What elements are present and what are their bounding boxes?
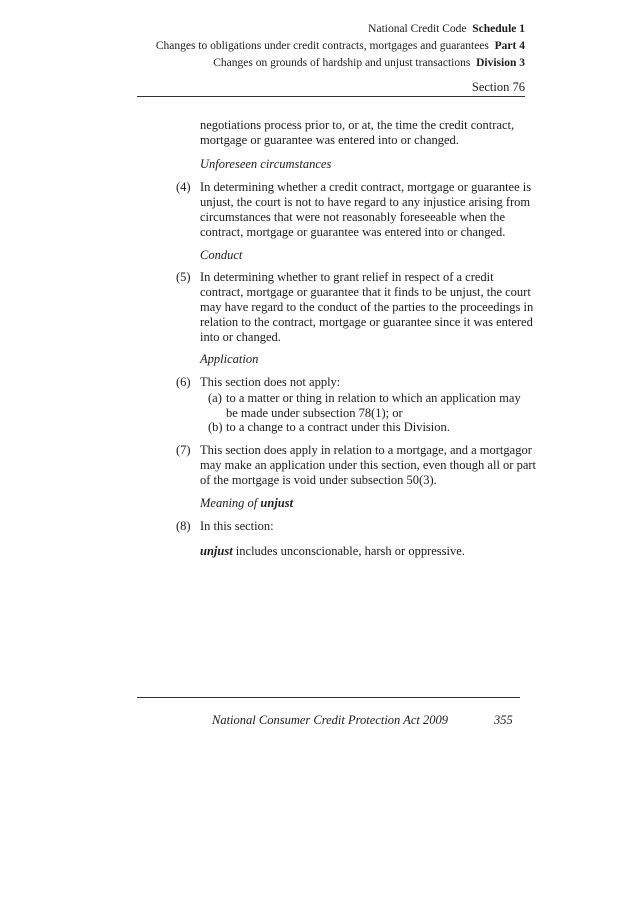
s4-line: circumstances that were not reasonably foreseeable when the — [200, 210, 506, 224]
paragraph-6a-label: (a) — [208, 391, 222, 405]
subsection-4-number: (4) — [176, 180, 191, 194]
s5-line: relation to the contract, mortgage or guarantee since it was entered — [200, 315, 533, 329]
s5-line: may have regard to the conduct of the parties to the proceedings in — [200, 300, 534, 314]
subsection-5-text — [200, 270, 534, 345]
definition-unjust — [200, 544, 525, 559]
s5-line: contract, mortgage or guarantee that it finds to be unjust, the court — [200, 285, 531, 299]
s6a-line: be made under subsection 78(1); or — [226, 406, 403, 420]
header-line-schedule — [368, 22, 525, 36]
heading-meaning-term: unjust — [260, 496, 294, 510]
s6a-line: to a matter or thing in relation to which an application may — [226, 391, 521, 405]
s5-line: In determining whether to grant relief in respect of a credit — [200, 270, 494, 284]
heading-conduct: Conduct — [200, 248, 243, 262]
s7-line: of the mortgage is void under subsection 50(3). — [200, 473, 437, 487]
s7-line: may make an application under this section, even though all or part — [200, 458, 537, 472]
subsection-6-text: This section does not apply: — [200, 375, 341, 389]
header-line-part — [156, 39, 525, 53]
intro-paragraph — [200, 118, 525, 148]
heading-application: Application — [200, 352, 259, 366]
paragraph-6b-text: to a change to a contract under this Division. — [226, 420, 450, 434]
heading-meaning-prefix: Meaning of — [200, 496, 261, 510]
definition-text: includes unconscionable, harsh or oppressive. — [232, 544, 465, 558]
s4-line: unjust, the court is not to have regard to any injustice arising from — [200, 195, 531, 209]
s4-line: contract, mortgage or guarantee was entered into or changed. — [200, 225, 506, 239]
header-schedule: Schedule 1 — [472, 23, 525, 35]
subsection-6-number: (6) — [176, 375, 191, 389]
page-number: 355 — [494, 713, 513, 727]
heading-unforeseen-circumstances: Unforeseen circumstances — [200, 157, 332, 171]
intro-line: negotiations process prior to, or at, the time the credit contract, — [200, 118, 515, 132]
subsection-4-text — [200, 180, 532, 240]
header-rule — [137, 96, 525, 97]
s5-line: into or changed. — [200, 330, 281, 344]
header-line-division — [213, 56, 525, 70]
header-part-title: Changes to obligations under credit contracts, mortgages and guarantees — [155, 40, 489, 52]
paragraph-6b-label: (b) — [208, 420, 223, 434]
header-code-name: National Credit Code — [368, 23, 467, 35]
s4-line: In determining whether a credit contract, mortgage or guarantee is — [200, 180, 532, 194]
header-division-title: Changes on grounds of hardship and unjust transactions — [213, 57, 471, 69]
subsection-7-text — [200, 443, 537, 488]
intro-line: mortgage or guarantee was entered into or changed. — [200, 133, 459, 147]
header-part: Part 4 — [494, 40, 525, 52]
defined-term: unjust — [200, 544, 233, 558]
footer-act-title: National Consumer Credit Protection Act 2009 — [212, 713, 448, 727]
subsection-7-number: (7) — [176, 443, 191, 457]
s7-line: This section does apply in relation to a mortgage, and a mortgagor — [200, 443, 532, 457]
subsection-5-number: (5) — [176, 270, 191, 284]
header-division: Division 3 — [476, 57, 525, 69]
heading-meaning-of-unjust — [200, 496, 293, 511]
subsection-8-text: In this section: — [200, 519, 274, 533]
subsection-8-number: (8) — [176, 519, 191, 533]
paragraph-6a-text — [226, 391, 526, 421]
header-section: Section 76 — [471, 80, 525, 94]
footer-rule — [137, 697, 520, 698]
